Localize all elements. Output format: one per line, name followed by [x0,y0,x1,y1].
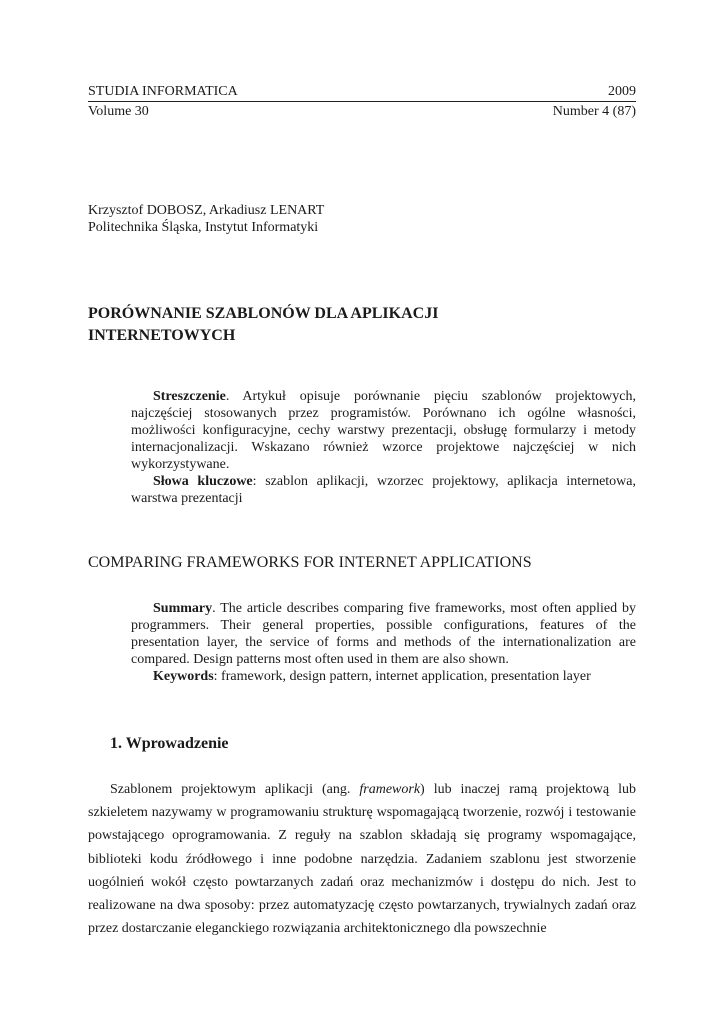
issue-info [88,103,636,120]
running-header [88,83,636,102]
body-text-part-1: Szablonem projektowym aplikacji (ang. [110,782,360,797]
abstract-polish-paragraph [131,388,636,473]
body-text-part-2: ) lub inaczej ramą projektową lub szkieletem nazywamy w programowaniu strukturę wspomagającą tworzenie, rozwój i testowanie powstającego oprogramowania. Z reguły na szablon składają się programy wspomagające, biblioteki kodu źródłowego i inne podobne narzędzia. Zadaniem szablonu jest stworzenie uogólnień wokół często powtarzanych zadań oraz mechanizmów i dostępu do nich. Jest to realizowane na dwa sposoby: przez automatyzację często powtarzanych, trywialnych zadań oraz przez dostarczanie eleganckiego rozwiązania architektonicznego dla powszechnie [88,782,636,937]
keywords-text: : szablon aplikacji, wzorzec projektowy, aplikacja internetowa, warstwa prezentacji [131,474,637,506]
issue-number: Number 4 (87) [552,104,636,119]
section-heading: 1. Wprowadzenie [110,735,229,752]
summary-label: Summary [153,601,213,616]
abstract-text: . Artykuł opisuje porównanie pięciu szablonów projektowych, najczęściej stosowanych przez programistów. Porównano ich ogólne własności, możliwości konfiguracyjne, cechy warstwy prezentacji, obsługę formularzy i metody internacjonalizacji. Wskazano również wzorce projektowe najczęściej w nich wykorzystywane. [131,389,636,472]
keywords-english-text: : framework, design pattern, internet application, presentation layer [213,669,591,684]
journal-name: STUDIA INFORMATICA [88,84,238,99]
title-line-2: INTERNETOWYCH [88,327,236,344]
keywords-english-paragraph [131,668,636,685]
author-names: Krzysztof DOBOSZ, Arkadiusz LENART [88,203,325,218]
body-text [88,778,636,940]
abstract-polish [131,388,636,507]
body-paragraph [88,778,636,940]
volume-label: Volume 30 [88,104,149,119]
keywords-polish-paragraph [131,473,636,507]
abstract-label: Streszczenie [153,389,226,404]
paper-title [88,303,636,347]
journal-year: 2009 [608,84,636,99]
english-title: COMPARING FRAMEWORKS FOR INTERNET APPLICATIONS [88,554,532,571]
body-italic-term: framework [359,782,421,797]
keywords-english-label: Keywords [153,669,214,684]
abstract-english [131,600,636,685]
author-affiliation: Politechnika Śląska, Instytut Informatyki [88,220,319,235]
title-line-1: PORÓWNANIE SZABLONÓW DLA APLIKACJI [88,305,439,322]
author-block [88,202,324,236]
summary-paragraph [131,600,636,668]
keywords-label: Słowa kluczowe [153,474,253,489]
summary-text: . The article describes comparing five frameworks, most often applied by programmers. Their general properties, possible configurations, features of the presentation layer, the service of forms and methods of the internationalization are compared. Design patterns most often used in them are also shown. [131,601,636,667]
